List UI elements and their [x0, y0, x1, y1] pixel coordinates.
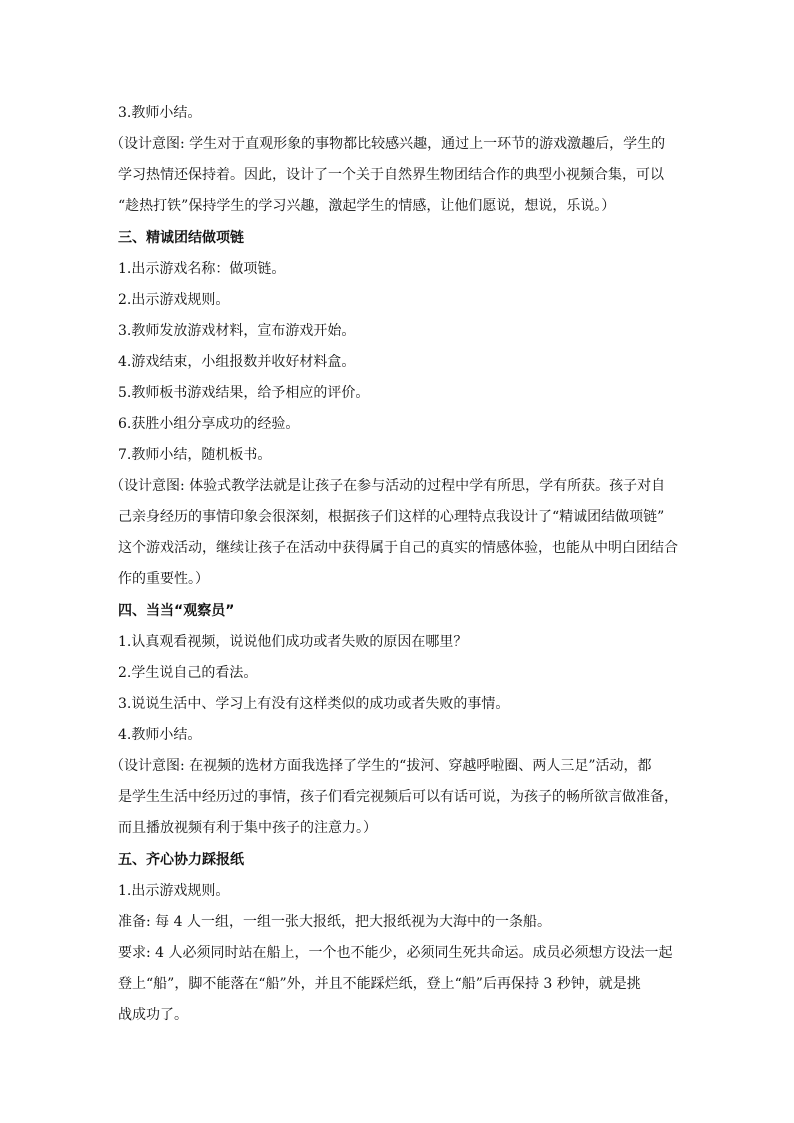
- requirement-line-2: 登上“船”，脚不能落在“船”外，并且不能踩烂纸，登上“船”后再保持 3 秒钟，就是挑: [118, 976, 641, 992]
- requirement-line-1: 要求: 4 人必须同时站在船上，一个也不能少，必须同生死共命运。成员必须想方设法一起: [118, 945, 673, 961]
- step-3-teacher-summary: 3.教师小结。: [118, 105, 202, 121]
- design-intent-2-line-4: 作的重要性。）: [118, 571, 209, 587]
- section-heading-5: 五、齐心协力踩报纸: [118, 852, 244, 868]
- design-intent-1-line-1: （设计意图: 学生对于直观形象的事物都比较感兴趣，通过上一环节的游戏激趣后，学生的: [110, 136, 666, 152]
- design-intent-1-line-3: “趁热打铁”保持学生的学习兴趣，激起学生的情感，让他们愿说，想说，乐说。）: [118, 198, 616, 214]
- design-intent-3-line-1: （设计意图: 在视频的选材方面我选择了学生的“拔河、穿越呼啦圈、两人三足”活动，都: [110, 758, 652, 774]
- list-item: 7.教师小结，随机板书。: [118, 447, 272, 463]
- list-item: 4.教师小结。: [118, 727, 202, 743]
- section-heading-4: 四、当当“观察员”: [118, 603, 235, 619]
- requirement-line-3: 战成功了。: [118, 1007, 188, 1023]
- design-intent-1-line-2: 学习热情还保持着。因此，设计了一个关于自然界生物团结合作的典型小视频合集，可以: [118, 167, 664, 183]
- design-intent-2-line-1: （设计意图: 体验式教学法就是让孩子在参与活动的过程中学有所思，学有所获。孩子对自: [110, 478, 666, 494]
- design-intent-3-line-3: 而且播放视频有利于集中孩子的注意力。）: [118, 820, 377, 836]
- list-item: 1.认真观看视频，说说他们成功或者失败的原因在哪里？: [118, 634, 468, 650]
- list-item: 4.游戏结束，小组报数并收好材料盒。: [118, 354, 356, 370]
- list-item: 3.教师发放游戏材料，宣布游戏开始。: [118, 323, 356, 339]
- list-item: 5.教师板书游戏结果，给予相应的评价。: [118, 385, 370, 401]
- design-intent-2-line-2: 己亲身经历的事情印象会很深刻，根据孩子们这样的心理特点我设计了“精诚团结做项链”: [118, 509, 665, 525]
- design-intent-2-line-3: 这个游戏活动，继续让孩子在活动中获得属于自己的真实的情感体验，也能从中明白团结合: [118, 540, 678, 556]
- list-item: 1.出示游戏规则。: [118, 883, 230, 899]
- list-item: 2.学生说自己的看法。: [118, 665, 258, 681]
- design-intent-3-line-2: 是学生生活中经历过的事情，孩子们看完视频后可以有话可说，为孩子的畅所欲言做准备，: [118, 789, 678, 805]
- list-item: 2.出示游戏规则。: [118, 292, 230, 308]
- list-item: 3.说说生活中、学习上有没有这样类似的成功或者失败的事情。: [118, 696, 510, 712]
- list-item: 6.获胜小组分享成功的经验。: [118, 416, 300, 432]
- preparation-text: 准备: 每 4 人一组，一组一张大报纸，把大报纸视为大海中的一条船。: [118, 914, 551, 930]
- list-item: 1.出示游戏名称：做项链。: [118, 261, 286, 277]
- section-heading-3: 三、精诚团结做项链: [118, 230, 244, 246]
